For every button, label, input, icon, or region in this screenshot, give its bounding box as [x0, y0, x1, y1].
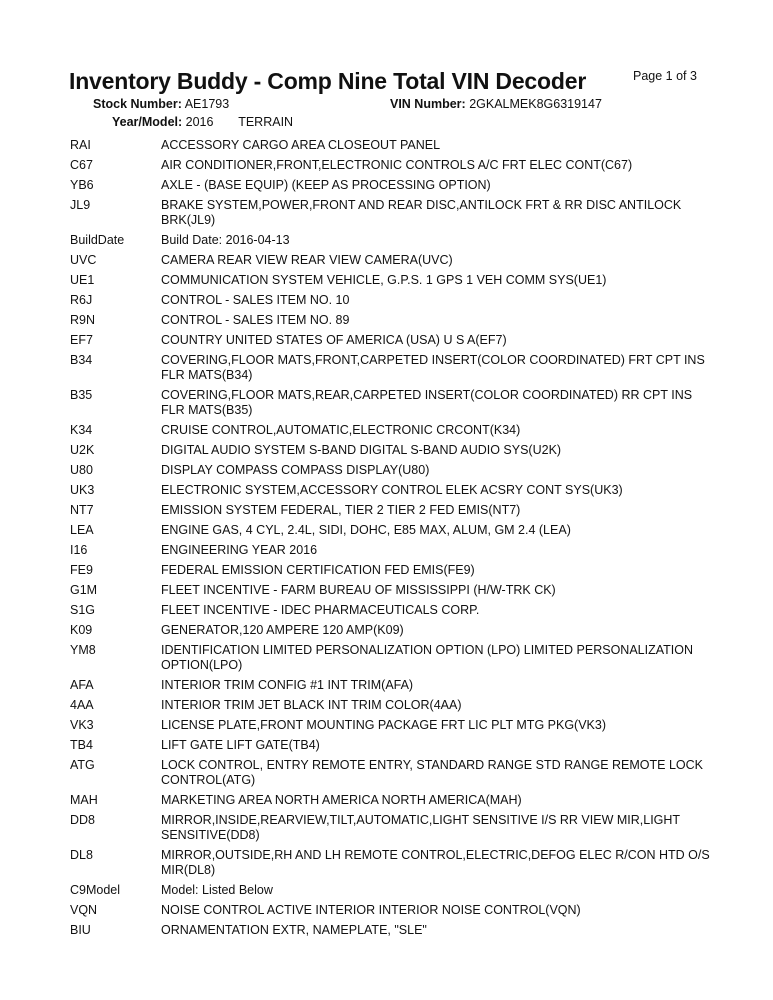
list-item: [70, 353, 710, 383]
option-description: ENGINEERING YEAR 2016: [161, 543, 318, 557]
option-code: VQN: [70, 903, 98, 917]
list-item: [70, 698, 710, 713]
list-item: [70, 198, 710, 228]
option-description: DISPLAY COMPASS COMPASS DISPLAY(U80): [161, 463, 430, 477]
stock-number-value: AE1793: [184, 97, 230, 111]
list-item: [70, 443, 710, 458]
option-description: EMISSION SYSTEM FEDERAL, TIER 2 TIER 2 FED EMIS(NT7): [161, 503, 521, 517]
option-description: CONTROL - SALES ITEM NO. 89: [161, 313, 350, 327]
option-code: DD8: [70, 813, 96, 827]
list-item: [70, 813, 710, 843]
list-item: [70, 923, 710, 938]
option-code: YM8: [70, 643, 96, 657]
page-number: Page 1 of 3: [633, 69, 697, 83]
option-code: K09: [70, 623, 93, 637]
vin-number: [390, 97, 602, 111]
model-value: TERRAIN: [238, 115, 294, 129]
option-code: UK3: [70, 483, 95, 497]
option-code: LEA: [70, 523, 94, 537]
list-item: [70, 333, 710, 348]
option-description: Model: Listed Below: [161, 883, 273, 897]
option-code: C67: [70, 158, 93, 172]
option-description: BRAKE SYSTEM,POWER,FRONT AND REAR DISC,ANTILOCK FRT & RR DISC ANTILOCK BRK(JL9): [161, 198, 682, 227]
option-code: JL9: [70, 198, 91, 212]
option-description: CRUISE CONTROL,AUTOMATIC,ELECTRONIC CRCONT(K34): [161, 423, 521, 437]
option-description: LIFT GATE LIFT GATE(TB4): [161, 738, 320, 752]
option-description: LICENSE PLATE,FRONT MOUNTING PACKAGE FRT LIC PLT MTG PKG(VK3): [161, 718, 606, 732]
option-code: RAI: [70, 138, 91, 152]
year-value: 2016: [185, 115, 214, 129]
option-description: Build Date: 2016-04-13: [161, 233, 290, 247]
option-description: COMMUNICATION SYSTEM VEHICLE, G.P.S. 1 GPS 1 VEH COMM SYS(UE1): [161, 273, 607, 287]
option-code: AFA: [70, 678, 94, 692]
option-description: NOISE CONTROL ACTIVE INTERIOR INTERIOR NOISE CONTROL(VQN): [161, 903, 581, 917]
option-code: UVC: [70, 253, 97, 267]
option-code: BIU: [70, 923, 91, 937]
option-description: DIGITAL AUDIO SYSTEM S-BAND DIGITAL S-BAND AUDIO SYS(U2K): [161, 443, 562, 457]
option-code: FE9: [70, 563, 93, 577]
option-description: CONTROL - SALES ITEM NO. 10: [161, 293, 350, 307]
list-item: [70, 643, 710, 673]
option-description: GENERATOR,120 AMPERE 120 AMP(K09): [161, 623, 404, 637]
list-item: [70, 848, 710, 878]
option-code: S1G: [70, 603, 96, 617]
option-description: MIRROR,OUTSIDE,RH AND LH REMOTE CONTROL,ELECTRIC,DEFOG ELEC R/CON HTD O/S MIR(DL8): [161, 848, 710, 877]
list-item: [70, 253, 710, 268]
option-code: G1M: [70, 583, 98, 597]
option-code: B34: [70, 353, 93, 367]
option-description: AXLE - (BASE EQUIP) (KEEP AS PROCESSING OPTION): [161, 178, 491, 192]
option-code: MAH: [70, 793, 98, 807]
option-description: IDENTIFICATION LIMITED PERSONALIZATION OPTION (LPO) LIMITED PERSONALIZATION OPTION(LPO): [161, 643, 694, 672]
option-code: ATG: [70, 758, 95, 772]
option-code: B35: [70, 388, 93, 402]
option-description: MIRROR,INSIDE,REARVIEW,TILT,AUTOMATIC,LIGHT SENSITIVE I/S RR VIEW MIR,LIGHT SENSITIVE(DD8): [161, 813, 680, 842]
list-item: [70, 138, 710, 153]
list-item: [70, 233, 710, 248]
option-description: CAMERA REAR VIEW REAR VIEW CAMERA(UVC): [161, 253, 453, 267]
list-item: [70, 158, 710, 173]
vin-number-label: VIN Number:: [390, 97, 466, 111]
option-code: NT7: [70, 503, 94, 517]
option-code: K34: [70, 423, 93, 437]
list-item: [70, 523, 710, 538]
option-description: LOCK CONTROL, ENTRY REMOTE ENTRY, STANDARD RANGE STD RANGE REMOTE LOCK CONTROL(ATG): [161, 758, 703, 787]
option-description: AIR CONDITIONER,FRONT,ELECTRONIC CONTROLS A/C FRT ELEC CONT(C67): [161, 158, 633, 172]
option-code: VK3: [70, 718, 94, 732]
list-item: [70, 388, 710, 418]
option-description: FLEET INCENTIVE - FARM BUREAU OF MISSISSIPPI (H/W-TRK CK): [161, 583, 556, 597]
list-item: [70, 903, 710, 918]
option-code: R9N: [70, 313, 96, 327]
option-description: COVERING,FLOOR MATS,FRONT,CARPETED INSERT(COLOR COORDINATED) FRT CPT INS FLR MATS(B34): [161, 353, 705, 382]
option-description: INTERIOR TRIM JET BLACK INT TRIM COLOR(4AA): [161, 698, 462, 712]
vin-number-value: 2GKALMEK8G6319147: [469, 97, 602, 111]
option-code: I16: [70, 543, 88, 557]
option-code: UE1: [70, 273, 95, 287]
stock-number: [93, 97, 229, 111]
option-code: 4AA: [70, 698, 94, 712]
stock-number-label: Stock Number:: [93, 97, 182, 111]
list-item: [70, 503, 710, 518]
option-code: C9Model: [70, 883, 121, 897]
option-code: BuildDate: [70, 233, 125, 247]
option-description: ORNAMENTATION EXTR, NAMEPLATE, "SLE": [161, 923, 427, 937]
list-item: [70, 273, 710, 288]
option-description: ENGINE GAS, 4 CYL, 2.4L, SIDI, DOHC, E85 MAX, ALUM, GM 2.4 (LEA): [161, 523, 571, 537]
list-item: [70, 423, 710, 438]
list-item: [70, 793, 710, 808]
list-item: [70, 463, 710, 478]
list-item: [70, 718, 710, 733]
option-description: INTERIOR TRIM CONFIG #1 INT TRIM(AFA): [161, 678, 414, 692]
list-item: [70, 678, 710, 693]
option-code-list: [70, 138, 710, 943]
list-item: [70, 603, 710, 618]
list-item: [70, 738, 710, 753]
option-code: U80: [70, 463, 93, 477]
option-description: ELECTRONIC SYSTEM,ACCESSORY CONTROL ELEK ACSRY CONT SYS(UK3): [161, 483, 623, 497]
option-description: COUNTRY UNITED STATES OF AMERICA (USA) U S A(EF7): [161, 333, 507, 347]
list-item: [70, 883, 710, 898]
list-item: [70, 178, 710, 193]
option-code: YB6: [70, 178, 94, 192]
option-code: DL8: [70, 848, 93, 862]
option-code: TB4: [70, 738, 93, 752]
year-model: [112, 115, 293, 129]
option-description: FEDERAL EMISSION CERTIFICATION FED EMIS(FE9): [161, 563, 475, 577]
list-item: [70, 313, 710, 328]
document-title: Inventory Buddy - Comp Nine Total VIN Decoder: [69, 68, 587, 94]
list-item: [70, 563, 710, 578]
list-item: [70, 623, 710, 638]
option-code: U2K: [70, 443, 95, 457]
option-description: MARKETING AREA NORTH AMERICA NORTH AMERICA(MAH): [161, 793, 522, 807]
year-model-label: Year/Model:: [112, 115, 183, 129]
option-code: EF7: [70, 333, 93, 347]
option-description: FLEET INCENTIVE - IDEC PHARMACEUTICALS CORP.: [161, 603, 480, 617]
list-item: [70, 483, 710, 498]
list-item: [70, 543, 710, 558]
option-description: COVERING,FLOOR MATS,REAR,CARPETED INSERT(COLOR COORDINATED) RR CPT INS FLR MATS(B35): [161, 388, 693, 417]
list-item: [70, 583, 710, 598]
option-code: R6J: [70, 293, 93, 307]
list-item: [70, 293, 710, 308]
option-description: ACCESSORY CARGO AREA CLOSEOUT PANEL: [161, 138, 441, 152]
list-item: [70, 758, 710, 788]
